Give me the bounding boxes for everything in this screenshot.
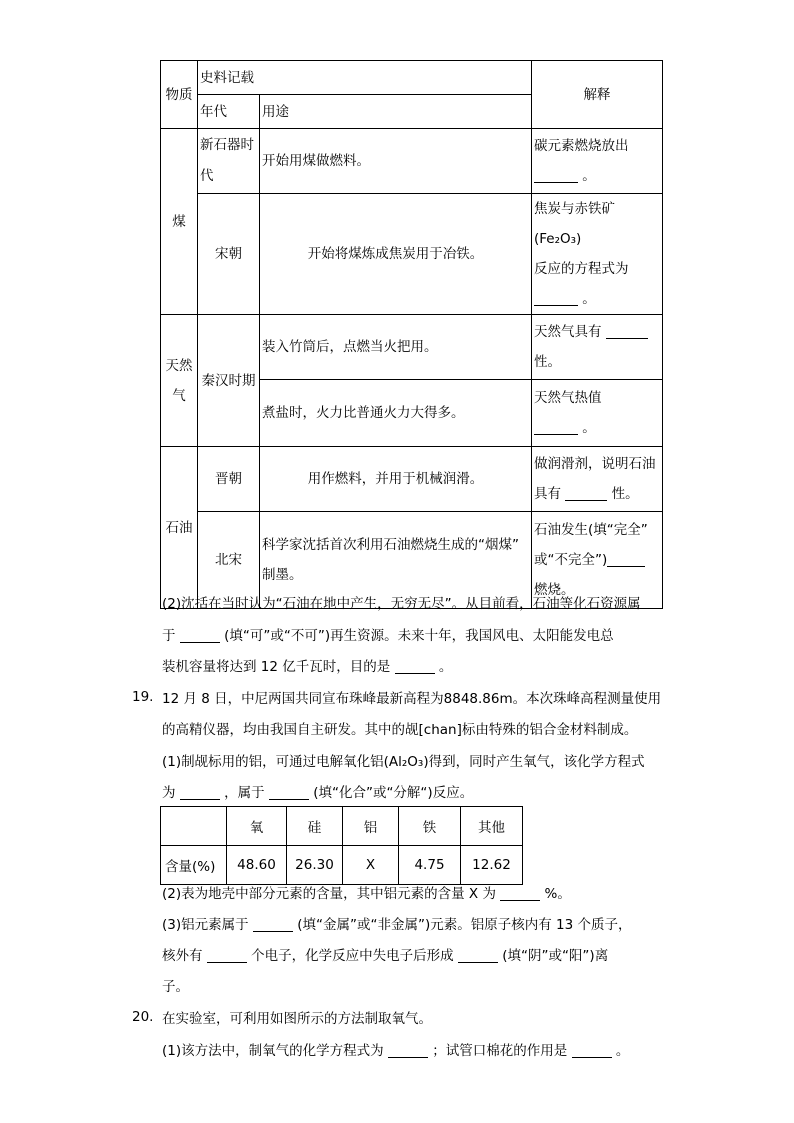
substance-coal: 煤 [161, 129, 198, 315]
q19-line1: 12 月 8 日，中尼两国共同宣布珠峰最新高程为8848.86m。本次珠峰高程测量使用 [162, 691, 662, 707]
gas-use-2: 煮盐时，火力比普通火力大得多。 [260, 380, 532, 447]
answer-blank[interactable] [388, 1056, 428, 1058]
table2-header: 铁 [399, 807, 461, 846]
answer-blank[interactable] [565, 499, 607, 501]
oil-use-1: 用作燃料，并用于机械润滑。 [260, 447, 532, 512]
answer-blank[interactable] [572, 1056, 612, 1058]
table2-header: 其他 [461, 807, 523, 846]
explain-text: 反应的方程式为 [534, 261, 629, 277]
coal-explain-1 [532, 129, 663, 194]
explain-end: 性。 [611, 486, 639, 502]
answer-blank[interactable] [180, 798, 220, 800]
answer-blank[interactable] [253, 930, 293, 932]
gas-explain-2 [532, 380, 663, 447]
text: (1)该方法中，制氧气的化学方程式为 [162, 1043, 384, 1059]
substance-oil: 石油 [161, 447, 198, 609]
explain-text: 做润滑剂，说明石油 [534, 456, 656, 472]
coal-use-2: 开始将煤炼成焦炭用于冶铁。 [260, 194, 532, 315]
explain-text: 焦炭与赤铁矿(Fe₂O₃) [534, 201, 615, 247]
use-text: 科学家沈括首次利用石油燃烧生成的“烟煤” [262, 537, 519, 553]
coal-era-1: 新石器时代 [198, 129, 260, 194]
table2-header: 铝 [343, 807, 399, 846]
text: 装机容量将达到 12 亿千瓦时，目的是 [162, 659, 391, 675]
coal-use-1: 开始用煤做燃料。 [260, 129, 532, 194]
explain-text: 石油发生(填“完全” [534, 522, 648, 538]
header-record: 史料记载 [198, 61, 532, 95]
text: ，属于 [224, 785, 265, 801]
gas-era: 秦汉时期 [198, 315, 260, 447]
oil-explain-1 [532, 447, 663, 512]
answer-blank[interactable] [180, 641, 220, 643]
explain-text: 天然气具有 [534, 324, 602, 340]
header-era: 年代 [198, 95, 260, 129]
explain-end: 性。 [534, 354, 561, 370]
text: (3)铝元素属于 [162, 917, 249, 933]
header-explain: 解释 [532, 61, 663, 129]
header-use: 用途 [260, 95, 532, 129]
text: 于 [162, 628, 176, 644]
q19-3-line3: 子。 [162, 979, 189, 995]
text: 个电子，化学反应中失电子后形成 [251, 948, 454, 964]
table2-cell: 4.75 [399, 846, 461, 885]
table2-cell: 12.62 [461, 846, 523, 885]
table2-cell: 48.60 [227, 846, 287, 885]
q20-number: 20. [132, 1009, 154, 1025]
q19-2 [162, 884, 571, 904]
answer-blank[interactable] [534, 304, 578, 306]
explain-end: 。 [582, 168, 596, 184]
q18-2-line1: (2)沈括在当时认为“石油在地中产生，无穷无尽”。从目前看，石油等化石资源属 [162, 596, 641, 612]
q19-3-line1 [162, 915, 632, 935]
text: (2)表为地壳中部分元素的含量，其中铝元素的含量 X 为 [162, 886, 496, 902]
answer-blank[interactable] [207, 961, 247, 963]
text: 。 [438, 659, 453, 675]
q19-line2: 的高精仪器，均由我国自主研发。其中的觇[chan]标由特殊的铝合金材料制成。 [162, 722, 638, 738]
answer-blank[interactable] [395, 672, 435, 674]
crust-element-table [160, 806, 523, 885]
history-table [160, 60, 663, 609]
text: ；试管口棉花的作用是 [432, 1043, 568, 1059]
table2-header: 硅 [287, 807, 343, 846]
text: 。 [615, 1043, 630, 1059]
explain-text: 碳元素燃烧放出 [534, 138, 629, 154]
text: (填“可”或“不可”)再生资源。未来十年，我国风电、太阳能发电总 [224, 628, 614, 644]
coal-explain-2 [532, 194, 663, 315]
use-text: 制墨。 [262, 567, 303, 583]
q18-2-line2 [162, 626, 614, 646]
substance-gas: 天然气 [161, 315, 198, 447]
explain-end: 。 [582, 420, 596, 436]
text: (填“金属”或“非金属”)元素。铝原子核内有 13 个质子， [297, 917, 632, 933]
q20-1 [162, 1041, 629, 1061]
table2-header: 氧 [227, 807, 287, 846]
answer-blank[interactable] [500, 899, 540, 901]
header-substance: 物质 [161, 61, 198, 129]
q20-line1: 在实验室，可利用如图所示的方法制取氧气。 [162, 1011, 432, 1027]
answer-blank[interactable] [458, 961, 498, 963]
text: 核外有 [162, 948, 203, 964]
text: 为 [162, 785, 176, 801]
answer-blank[interactable] [606, 337, 648, 339]
explain-end: 。 [582, 291, 596, 307]
answer-blank[interactable] [534, 433, 578, 435]
oil-era-2: 北宋 [198, 512, 260, 609]
table2-row-label: 含量(%) [161, 846, 227, 885]
explain-text: 或“不完全”) [534, 552, 608, 568]
table2-cell: 26.30 [287, 846, 343, 885]
gas-use-1: 装入竹筒后，点燃当火把用。 [260, 315, 532, 380]
answer-blank[interactable] [269, 798, 309, 800]
answer-blank[interactable] [534, 181, 578, 183]
explain-text: 具有 [534, 486, 561, 502]
coal-era-2: 宋朝 [198, 194, 260, 315]
q19-3-line2 [162, 946, 608, 966]
text: (填“阴”或“阳”)离 [502, 948, 609, 964]
oil-era-1: 晋朝 [198, 447, 260, 512]
q18-2-line3 [162, 657, 452, 677]
answer-blank[interactable] [607, 565, 645, 567]
table2-cell: X [343, 846, 399, 885]
q19-number: 19. [132, 689, 154, 705]
table2-header [161, 807, 227, 846]
q19-1-line2 [162, 783, 473, 803]
text: %。 [544, 886, 571, 902]
explain-text: 天然气热值 [534, 390, 602, 406]
text: (填“化合”或“分解“)反应。 [313, 785, 474, 801]
q19-1-line1: (1)制觇标用的铝，可通过电解氧化铝(Al₂O₃)得到，同时产生氧气，该化学方程式 [162, 754, 645, 770]
gas-explain-1 [532, 315, 663, 380]
explain-end: 燃烧。 [534, 582, 575, 598]
